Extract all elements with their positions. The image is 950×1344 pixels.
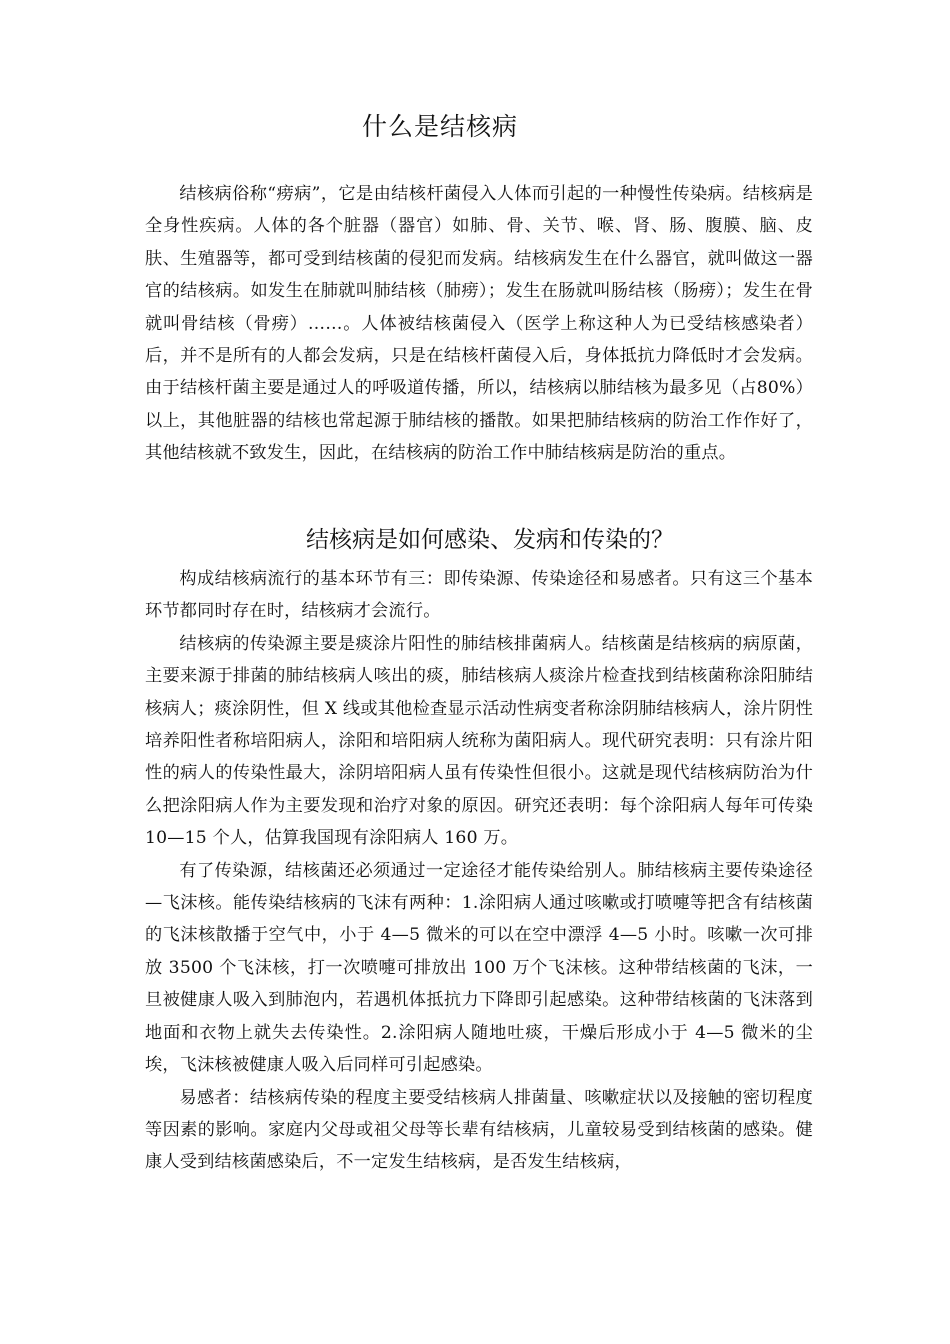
intro-section (145, 178, 813, 470)
paragraph-infection-source: 结核病的传染源主要是痰涂片阳性的肺结核排菌病人。结核菌是结核病的病原菌，主要来源于排菌的肺结核病人咳出的痰，肺结核病人痰涂片检查找到结核菌称涂阳肺结核病人；痰涂阴性，但 X 线或其他检查显示活动性病变者称涂阴肺结核病人，涂片阴性培养阳性者称培阳病人，涂阳和培阳病人统称为菌阳病人。现代研究表明：只有涂片阳性的病人的传染性最大，涂阴培阳病人虽有传染性但很小。这就是现代结核病防治为什么把涂阳病人作为主要发现和治疗对象的原因。研究还表明：每个涂阳病人每年可传染 10—15 个人，估算我国现有涂阳病人 160 万。 (145, 633, 813, 849)
page-title: 什么是结核病 (361, 112, 518, 141)
infection-section (145, 563, 813, 1179)
intro-paragraph: 结核病俗称“痨病”，它是由结核杆菌侵入人体而引起的一种慢性传染病。结核病是全身性疾病。人体的各个脏器（器官）如肺、骨、关节、喉、肾、肠、腹膜、脑、皮肤、生殖器等，都可受到结核菌的侵犯而发病。结核病发生在什么器官，就叫做这一器官的结核病。如发生在肺就叫肺结核（肺痨）；发生在肠就叫肠结核（肠痨）；发生在骨就叫骨结核（骨痨）……。人体被结核菌侵入（医学上称这种人为已受结核感染者）后，并不是所有的人都会发病，只是在结核杆菌侵入后，身体抵抗力降低时才会发病。由于结核杆菌主要是通过人的呼吸道传播，所以，结核病以肺结核为最多见（占80%）以上，其他脏器的结核也常起源于肺结核的播散。如果把肺结核病的防治工作作好了，其他结核就不致发生，因此，在结核病的防治工作中肺结核病是防治的重点。 (145, 184, 813, 464)
paragraph-susceptible-population: 易感者：结核病传染的程度主要受结核病人排菌量、咳嗽症状以及接触的密切程度等因素的影响。家庭内父母或祖父母等长辈有结核病，儿童较易受到结核菌的感染。健康人受到结核菌感染后，不一定发生结核病，是否发生结核病， (145, 1087, 813, 1173)
section-heading: 结核病是如何感染、发病和传染的？ (306, 527, 674, 553)
paragraph-transmission-route: 有了传染源，结核菌还必须通过一定途径才能传染给别人。肺结核病主要传染途径—飞沫核。能传染结核病的飞沫有两种：1.涂阳病人通过咳嗽或打喷嚏等把含有结核菌的飞沫核散播于空气中，小于 4—5 微米的可以在空中漂浮 4—5 小时。咳嗽一次可排放 3500 个飞沫核，打一次喷嚏可排放出 100 万个飞沫核。这种带结核菌的飞沫，一旦被健康人吸入到肺泡内，若遇机体抵抗力下降即引起感染。这种带结核菌的飞沫落到地面和衣物上就失去传染性。2.涂阳病人随地吐痰，干燥后形成小于 4—5 微米的尘埃，飞沫核被健康人吸入后同样可引起感染。 (145, 860, 813, 1076)
paragraph-transmission-links: 构成结核病流行的基本环节有三：即传染源、传染途径和易感者。只有这三个基本环节都同时存在时，结核病才会流行。 (145, 569, 813, 622)
